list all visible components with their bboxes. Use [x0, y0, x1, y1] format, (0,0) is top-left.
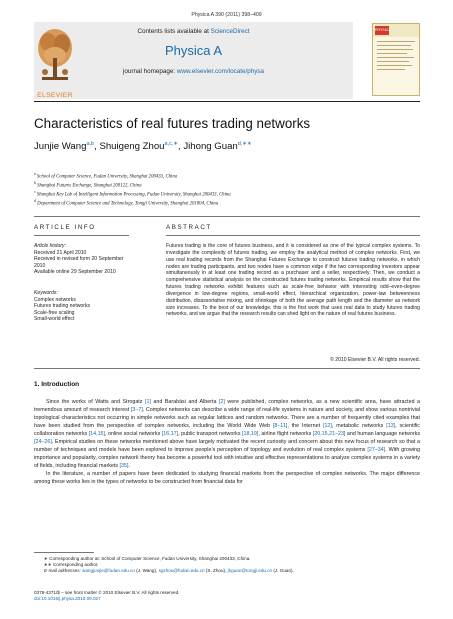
author-name: Junjie Wang: [34, 141, 87, 153]
citation-link[interactable]: [14,15]: [88, 431, 106, 438]
citation-link[interactable]: [18,19]: [242, 431, 259, 438]
email-owner: (J. Guan).: [272, 568, 294, 574]
cover-line: [377, 65, 412, 66]
footnote-text: Corresponding author.: [52, 562, 99, 568]
author-name: Shuigeng Zhou: [99, 141, 165, 153]
cover-line: [377, 53, 407, 54]
contents-prefix: Contents lists available at: [137, 28, 211, 35]
footnotes: [34, 556, 420, 575]
footnote-rule: [34, 552, 94, 553]
email-link[interactable]: jhguan@tongji.edu.cn: [227, 568, 273, 574]
history-entry: Available online 29 September 2010: [34, 269, 116, 275]
paragraph-text: , metabolic networks: [331, 423, 387, 430]
cover-line: [377, 49, 413, 50]
contents-availability: [34, 28, 353, 35]
paragraph-text: were published, complex networks, as a new scientific area, have attracted a tremendous amount of research interest: [34, 399, 421, 414]
history-label: Article history:: [34, 243, 66, 249]
email-owner: (S. Zhou),: [204, 568, 228, 574]
affiliation-mark: a: [34, 172, 36, 176]
issn-block: [34, 590, 420, 602]
footnote-mark: ∗∗: [44, 562, 52, 568]
email-owner: (J. Wang),: [134, 568, 159, 574]
citation-link[interactable]: [3–7]: [130, 407, 143, 414]
author-list: Junjie Wang$^{a,b}$, Shuigeng Zhou$^{a,c,∗}$, Jihong Guan$^{d,∗∗}$: [34, 141, 252, 153]
author-affiliation-mark[interactable]: d,∗∗: [237, 141, 252, 147]
email-link[interactable]: wangjunjie@fudan.edu.cn: [82, 568, 135, 574]
email-addresses: [34, 568, 420, 574]
author-name: Jihong Guan: [183, 141, 238, 153]
info-divider: [34, 235, 129, 236]
keyword: Small-world effect: [34, 316, 75, 322]
article-title: Characteristics of real futures trading networks: [34, 116, 311, 131]
paragraph-text: and Barabási and Alberta: [150, 399, 219, 405]
keyword: Complex networks: [34, 296, 76, 303]
paragraph: In the literature, a number of papers have been dedicated to studying financial markets from the perspective of complex networks. The major difference among these works lies in the types of networks to be constructed from financial data for: [34, 471, 420, 486]
citation-link[interactable]: [13]: [386, 423, 396, 430]
paragraph-text: . Complex networks can describe a wide range of real-life systems in nature and society, and show various nontrivial topological characteristics not occurring in simple networks such as regular lattices and random networks. There are a number of frequently cited examples that have been studied from the perspective of complex networks, including the World Wide Web: [34, 407, 420, 430]
history-entry: Received in revised form 20 September 2010: [34, 256, 124, 269]
citation-link[interactable]: [1]: [144, 399, 151, 405]
abstract-heading: ABSTRACT: [166, 224, 212, 231]
affiliation-mark: c: [34, 190, 36, 194]
sciencedirect-link[interactable]: ScienceDirect: [210, 28, 250, 35]
affiliation-text: School of Computer Science, Fudan University, Shanghai 200433, China: [36, 174, 178, 180]
elsevier-tree-logo: [34, 22, 76, 92]
info-rule: [34, 216, 420, 217]
email-link[interactable]: sgzhou@fudan.edu.cn: [158, 568, 205, 574]
cover-line: [377, 61, 409, 62]
history-entry: Received 21 April 2010: [34, 249, 87, 256]
abstract-divider: [166, 235, 420, 236]
paragraph-text: , the Internet: [287, 423, 323, 430]
citation-link[interactable]: [16,17]: [161, 431, 179, 438]
paragraph-text: , scientific collaboration networks: [34, 423, 420, 438]
paragraph-text: , online social networks: [105, 431, 162, 438]
affiliation: [34, 181, 420, 189]
publisher-name: ELSEVIER: [37, 92, 73, 99]
paragraph-text: and human language networks: [345, 431, 421, 438]
paragraph-text: , airline flight networks: [258, 431, 313, 438]
cover-line: [377, 69, 405, 70]
footnote-text: Corresponding author at: School of Computer Science, Fudan University, Shanghai 200433, China.: [49, 556, 251, 561]
affiliation-text: Department of Computer Science and Technology, Tongji University, Shanghai 201804, China: [37, 201, 219, 207]
paragraph-text: Since the works of Watts and Strogatz: [46, 399, 145, 405]
cover-line: [377, 45, 411, 46]
paragraph: [34, 398, 420, 470]
paragraph-text: .: [128, 463, 130, 470]
journal-name[interactable]: Physica A: [164, 43, 223, 58]
keywords: [34, 290, 129, 323]
author-affiliation-mark[interactable]: a,b: [86, 141, 95, 147]
affiliation: [34, 172, 420, 180]
citation-link[interactable]: [20,15,21–23]: [312, 431, 346, 438]
citation-link[interactable]: [8–11]: [272, 423, 288, 430]
article-info-heading: ARTICLE INFO: [34, 224, 96, 231]
affiliation-mark: b: [34, 181, 36, 185]
paragraph-text: . With growing importance and popularity, complex network theory has become a powerful tool with intuitive and effective representations to analyze complex systems in a variety of fields, including financial markets: [34, 447, 420, 470]
article-history: [34, 243, 129, 276]
keyword: Scale-free scaling: [34, 309, 75, 316]
paragraph-text: , public transport networks: [178, 431, 243, 438]
citation-link[interactable]: [27–34]: [367, 447, 386, 454]
homepage-prefix: journal homepage:: [122, 68, 177, 75]
issn-line: 0378-4371/$ – see front matter © 2010 Elsevier B.V. All rights reserved.: [34, 590, 180, 595]
cover-tag: PHYSICA: [375, 26, 389, 35]
keywords-label: Keywords:: [34, 290, 58, 296]
citation-link[interactable]: [2]: [218, 399, 225, 405]
email-label: E-mail addresses:: [44, 568, 83, 574]
keyword: Futures trading networks: [34, 303, 91, 309]
journal-citation: Physica A 390 (2011) 398–409: [191, 12, 262, 18]
introduction-body: [34, 398, 420, 487]
affiliation-mark: d: [34, 199, 36, 203]
cover-line: [377, 41, 415, 42]
journal-homepage: [34, 68, 353, 75]
homepage-link[interactable]: www.elsevier.com/locate/physa: [176, 68, 265, 75]
affiliation-text: Shanghai Key Lab of Intelligent Information Processing, Fudan University, Shanghai 200433, China: [36, 192, 231, 198]
affiliation: [34, 190, 420, 198]
doi-link[interactable]: doi:10.1016/j.physa.2010.09.027: [34, 596, 101, 602]
cover-line: [377, 57, 414, 58]
citation-link[interactable]: [24–26]: [34, 439, 52, 446]
paragraph-text: . Empirical studies on these networks mentioned above have largely motivated the recent curiosity and concern about this new focus of research so that a number of techniques and models have been explored to improve people’s perception of topology and evolution of real complex systems: [34, 439, 420, 454]
copyright-notice: © 2010 Elsevier B.V. All rights reserved.: [330, 357, 420, 363]
journal-cover-thumbnail[interactable]: [372, 23, 420, 96]
affiliation-text: Shanghai Futures Exchange, Shanghai 200122, China: [37, 183, 142, 189]
author-affiliation-mark[interactable]: a,c,∗: [164, 141, 178, 147]
abstract-text: Futures trading is the core of futures business, and it is considered as one of the typical complex systems. To investigate the complexity of futures trading, we employ the analytical method of complex networks. First, we use real trading records from the Shanghai Futures Exchange to construct futures trading networks, in which nodes are trading participants, and two nodes have a common edge if the two corresponding investors appear simultaneously in at least one trading record as a purchaser and a seller, respectively. Then, we conduct a comprehensive statistical analysis on the constructed futures trading networks. Empirical results show that the futures trading networks exhibit features such as scale-free behavior with interesting odd–even-degree divergence in low-degree regions, small-world effect, hierarchical organization, power-law betweenness distribution, disassortative mixing, and shrinkage of both the average path length and the diameter as network size increases. To the best of our knowledge, this is the first work that uses real data to study futures trading networks, and we argue that the research results can shed light on the nature of real futures business.: [166, 243, 420, 318]
section-heading: 1. Introduction: [34, 381, 80, 388]
footnote-mark: ∗: [44, 556, 48, 561]
citation-link[interactable]: [35]: [119, 463, 129, 470]
citation-link[interactable]: [12]: [322, 423, 332, 430]
affiliation: [34, 199, 420, 207]
header-rule: [34, 101, 420, 102]
abstract-rule: [34, 368, 420, 369]
